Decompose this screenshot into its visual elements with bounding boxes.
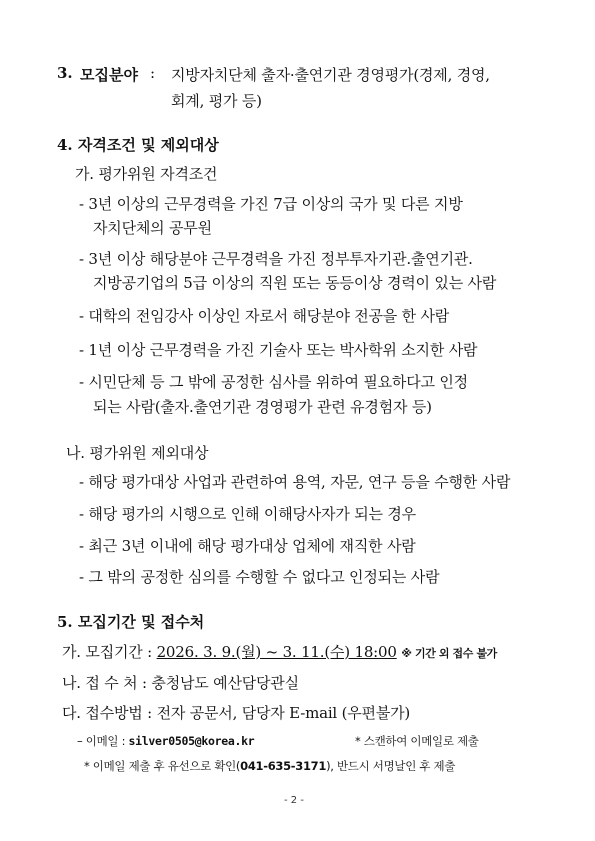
exclusion-item: - 해당 평가의 시행으로 인해 이해당사자가 되는 경우 — [79, 505, 416, 523]
section-5-heading: 5. 모집기간 및 접수처 — [57, 613, 205, 631]
exclusion-item: - 해당 평가대상 사업과 관련하여 용역, 자문, 연구 등을 수행한 사람 — [79, 473, 511, 491]
phone-number: 041-635-3171 — [240, 759, 327, 773]
qualification-item: - 3년 이상의 근무경력을 가진 7급 이상의 국가 및 다른 지방 — [79, 195, 463, 213]
confirm-suffix: ), 반드시 서명날인 후 제출 — [326, 759, 456, 773]
qualification-item: - 시민단체 등 그 밖에 공정한 심사를 위하여 필요하다고 인정 — [79, 373, 468, 391]
exclusion-item: - 그 밖의 공정한 심의를 수행할 수 없다고 인정되는 사람 — [79, 568, 440, 586]
scan-note: * 스캔하여 이메일로 제출 — [355, 734, 479, 748]
reception-place: 나. 접 수 처 : 충청남도 예산담당관실 — [62, 674, 299, 692]
qualification-item: - 1년 이상 근무경력을 가진 기술사 또는 박사학위 소지한 사람 — [79, 341, 478, 359]
qualification-item: - 대학의 전임강사 이상인 자로서 해당분야 전공을 한 사람 — [79, 307, 450, 325]
period-label: 가. 모집기간 : — [62, 643, 153, 661]
email-row — [77, 733, 254, 749]
exclusion-item: - 최근 3년 이내에 해당 평가대상 업체에 재직한 사람 — [79, 537, 416, 555]
qualification-item: - 3년 이상 해당분야 근무경력을 가진 정부투자기관.출연기관. — [79, 250, 473, 268]
section-4-heading: 4. 자격조건 및 제외대상 — [57, 136, 219, 154]
qualification-item-cont: 지방공기업의 5급 이상의 직원 또는 동등이상 경력이 있는 사람 — [93, 274, 497, 292]
qualification-item-cont: 되는 사람(출자.출연기관 경영평가 관련 유경험자 등) — [93, 398, 432, 416]
section-4-ga-title: 가. 평가위원 자격조건 — [75, 165, 218, 183]
qualification-item-cont: 자치단체의 공무원 — [93, 219, 212, 237]
email-address[interactable]: silver0505@korea.kr — [128, 734, 255, 748]
page-number: - 2 - — [284, 795, 304, 806]
confirm-prefix: * 이메일 제출 후 유선으로 확인( — [84, 759, 241, 773]
section-3-line1: 지방자치단체 출자·출연기관 경영평가(경제, 경영, — [171, 66, 490, 84]
period-value: 2026. 3. 9.(월) ~ 3. 11.(수) 18:00 — [156, 643, 397, 661]
section-3-line2: 회계, 평가 등) — [171, 92, 262, 110]
confirm-note — [84, 758, 455, 774]
submission-method: 다. 접수방법 : 전자 공문서, 담당자 E-mail (우편불가) — [62, 704, 411, 722]
period-row — [62, 641, 497, 662]
email-label: – 이메일 : — [77, 734, 126, 748]
section-3-separator: : — [150, 64, 155, 82]
section-3-number: 3. — [57, 64, 73, 82]
section-3-title: 모집분야 — [80, 66, 138, 84]
section-4-na-title: 나. 평가위원 제외대상 — [66, 444, 209, 462]
period-warning: ※ 기간 외 접수 불가 — [401, 647, 497, 660]
